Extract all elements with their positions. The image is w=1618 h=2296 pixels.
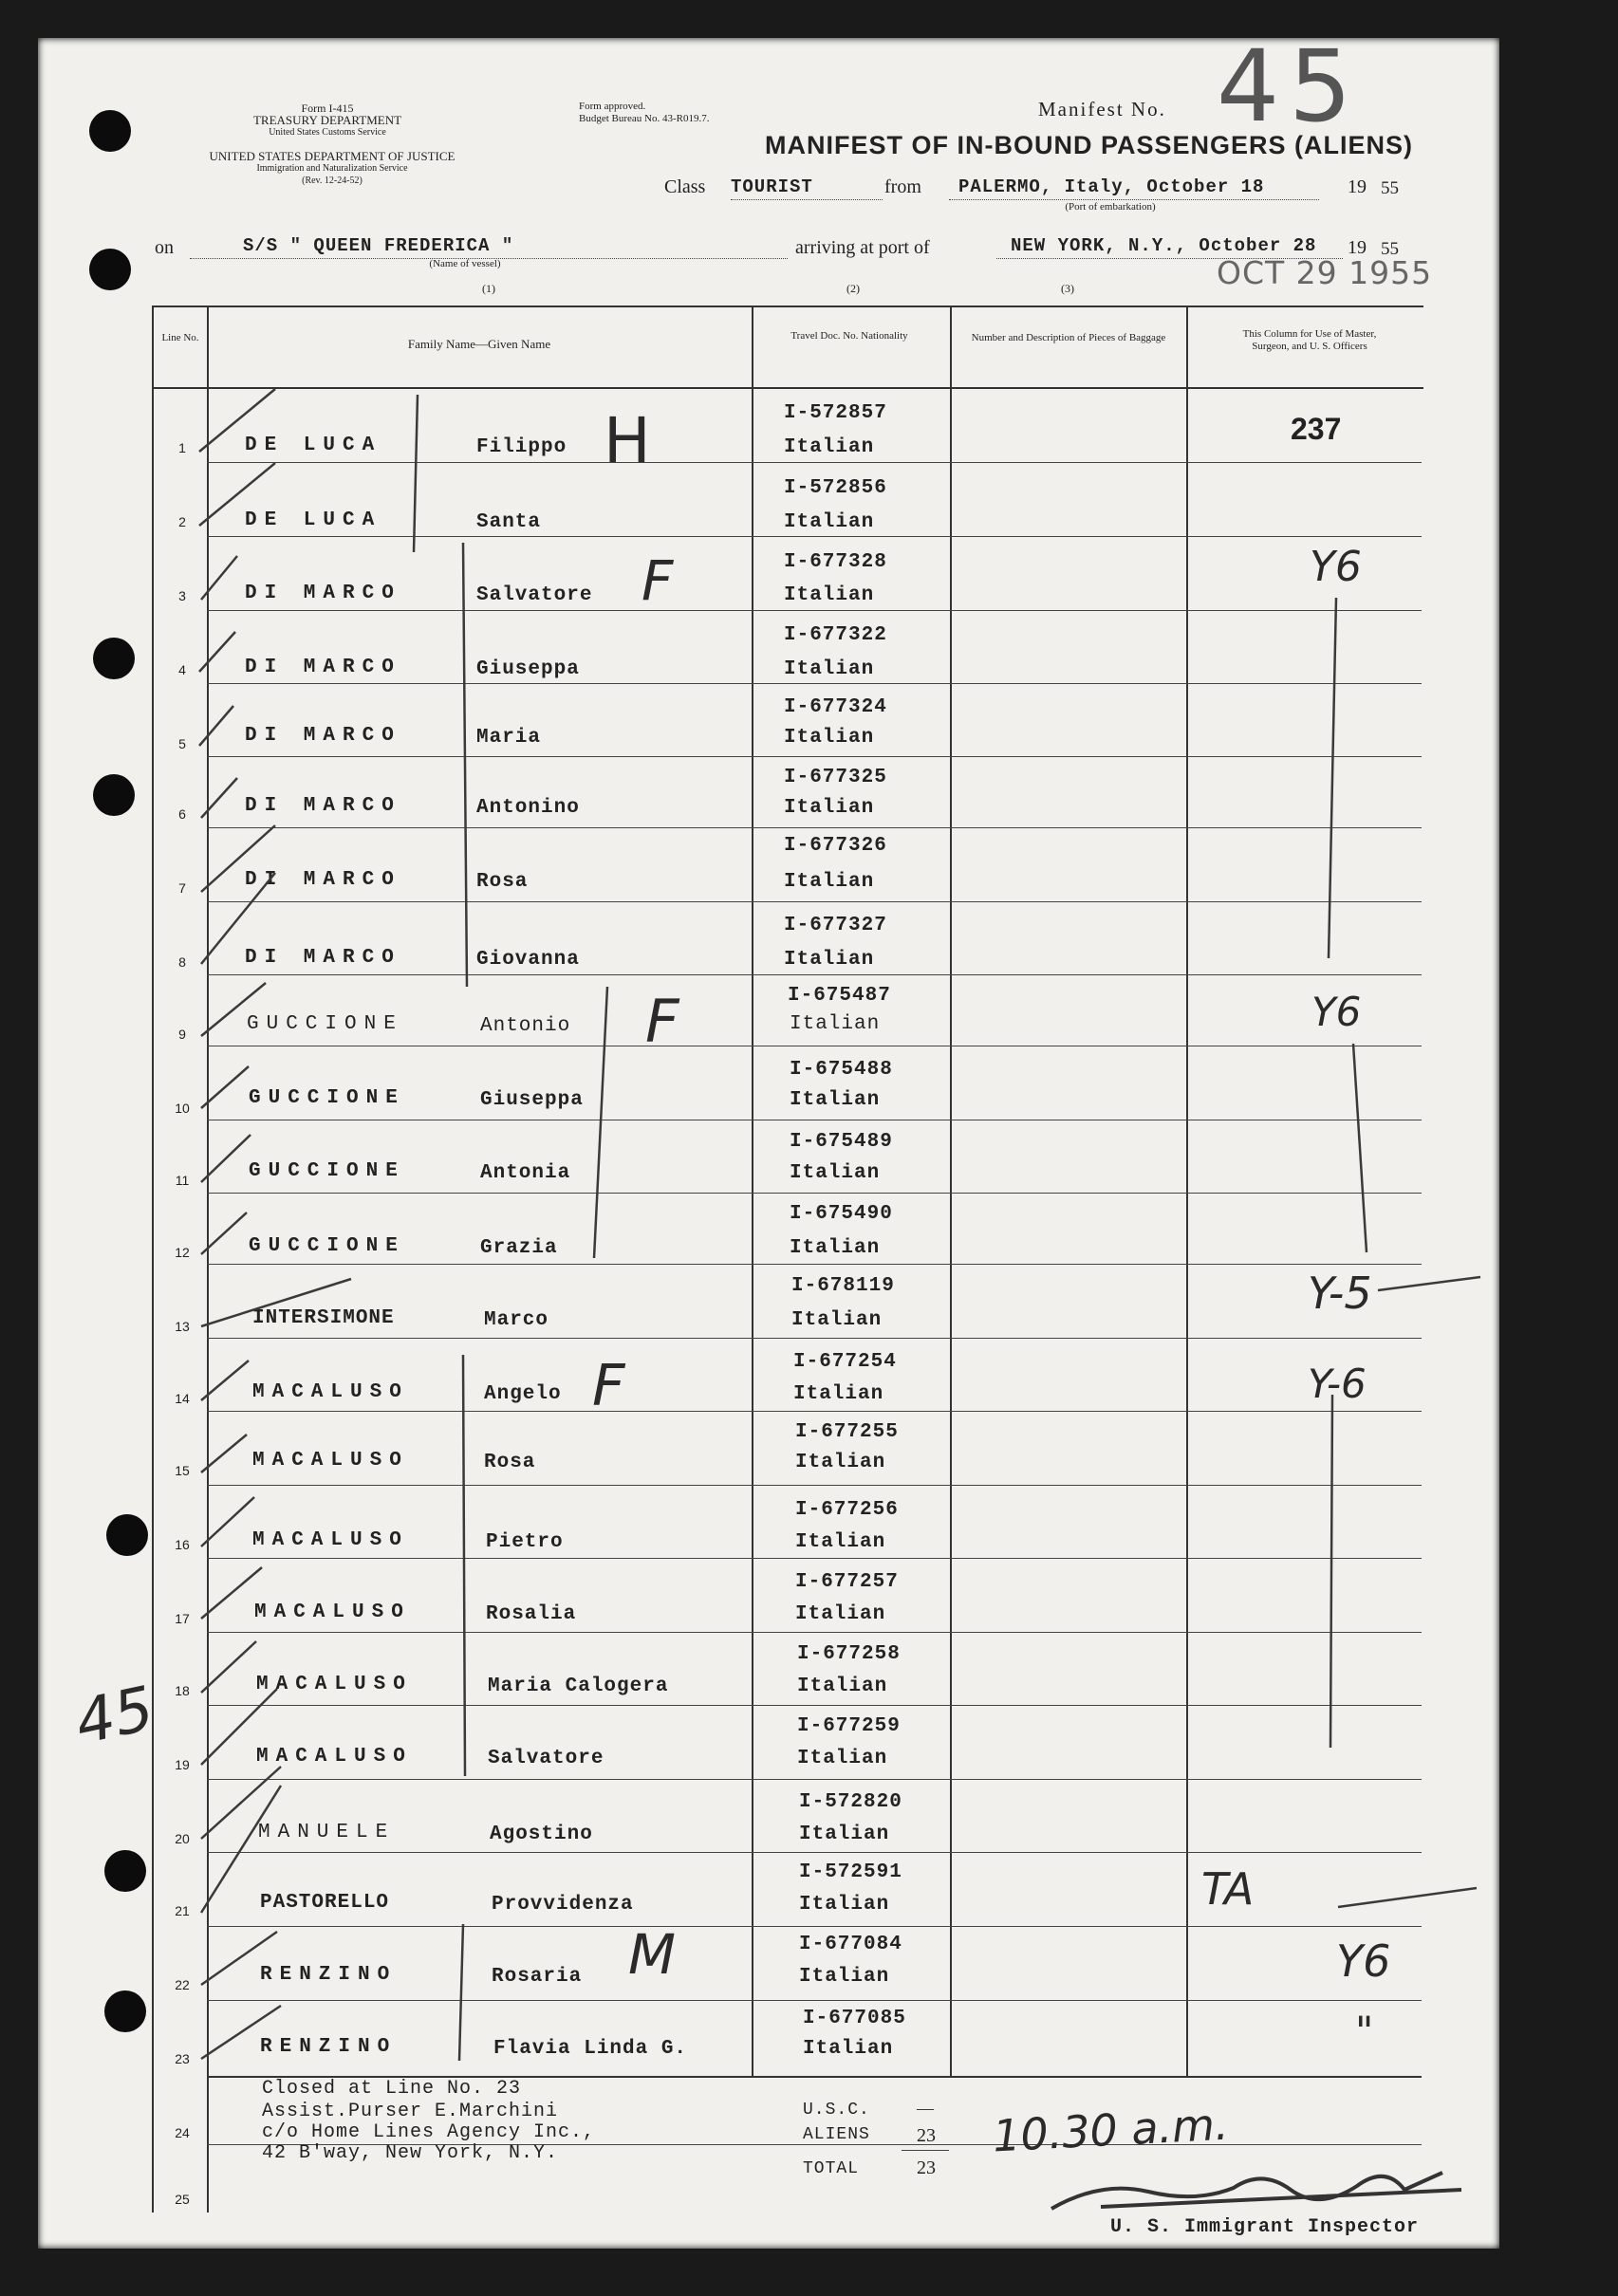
given-name: Rosa xyxy=(476,871,529,893)
officer-note: TA xyxy=(1201,1863,1255,1915)
officer-note: 237 xyxy=(1291,412,1342,446)
row-divider xyxy=(207,1852,1422,1853)
revision: (Rev. 12-24-52) xyxy=(302,176,363,186)
manifest-page xyxy=(38,38,1499,2249)
family-name: RENZINO xyxy=(260,2036,398,2058)
class-label: Class xyxy=(664,176,706,197)
nationality: Italian xyxy=(784,871,875,893)
year-value-2: 55 xyxy=(1381,239,1399,259)
nationality: Italian xyxy=(797,1676,888,1697)
nationality: Italian xyxy=(784,511,875,533)
officer-note: Y6 xyxy=(1311,989,1362,1035)
nationality: Italian xyxy=(784,949,875,971)
year-prefix-2: 19 xyxy=(1348,237,1367,258)
line-number: 22 xyxy=(175,1977,190,1992)
line-number: 23 xyxy=(175,2051,190,2066)
nationality: Italian xyxy=(784,584,875,606)
given-name: Pietro xyxy=(486,1531,564,1553)
line-number: 2 xyxy=(178,514,186,529)
given-name: Angelo xyxy=(484,1383,562,1405)
officer-note: " xyxy=(1355,2008,1374,2054)
travel-doc-no: I-675488 xyxy=(790,1059,893,1081)
travel-doc-no: I-677327 xyxy=(784,915,887,936)
row-divider xyxy=(207,1779,1422,1780)
nationality: Italian xyxy=(790,1237,881,1259)
year-value: 55 xyxy=(1381,178,1399,198)
family-name: DI MARCO xyxy=(245,869,401,891)
family-name: DI MARCO xyxy=(245,725,401,747)
row-divider xyxy=(207,1705,1422,1706)
given-name: Provvidenza xyxy=(492,1894,634,1916)
inspector-signature xyxy=(1044,2161,1480,2218)
vessel-caption: (Name of vessel) xyxy=(429,258,501,269)
nationality: Italian xyxy=(790,1089,881,1111)
family-name: MACALUSO xyxy=(254,1602,411,1623)
travel-doc-no: I-572856 xyxy=(784,477,887,499)
treasury-dept: TREASURY DEPARTMENT xyxy=(252,113,402,127)
nationality: Italian xyxy=(790,1162,881,1184)
punch-hole xyxy=(89,249,131,290)
nationality: Italian xyxy=(795,1531,886,1553)
row-divider xyxy=(207,610,1422,611)
given-name: Salvatore xyxy=(488,1748,604,1769)
given-name: Marco xyxy=(484,1309,549,1331)
family-name: INTERSIMONE xyxy=(252,1307,395,1329)
line-number: 8 xyxy=(178,954,186,970)
line-number: 11 xyxy=(175,1173,190,1188)
given-name: Rosa xyxy=(484,1452,536,1473)
line-number: 12 xyxy=(175,1245,190,1260)
given-name: Maria xyxy=(476,727,542,749)
row-divider xyxy=(207,1558,1422,1559)
travel-doc-no: I-677322 xyxy=(784,624,887,646)
nationality: Italian xyxy=(790,1013,881,1035)
line-number: 19 xyxy=(175,1757,190,1772)
nationality: Italian xyxy=(795,1603,886,1625)
travel-doc-no: I-677255 xyxy=(795,1421,899,1443)
family-name: DE LUCA xyxy=(245,435,382,456)
travel-doc-no: I-677325 xyxy=(784,767,887,788)
ins-service: Immigration and Naturalization Service xyxy=(256,163,408,174)
total-underline xyxy=(902,2150,949,2151)
nationality: Italian xyxy=(799,1894,890,1916)
travel-doc-no: I-677259 xyxy=(797,1715,901,1737)
col-header-line: Line No. xyxy=(161,332,199,343)
manifest-no-label: Manifest No. xyxy=(1038,98,1166,120)
row-divider xyxy=(207,462,1422,463)
line-number: 16 xyxy=(175,1537,190,1552)
received-date-stamp: OCT 29 1955 xyxy=(1217,254,1433,291)
travel-doc-no: I-677085 xyxy=(803,2008,906,2029)
budget-bureau: Budget Bureau No. 43-R019.7. xyxy=(579,113,710,124)
arriving-value: NEW YORK, N.Y., October 28 xyxy=(1011,235,1317,256)
class-dotline xyxy=(731,199,883,200)
nationality: Italian xyxy=(784,727,875,749)
row-divider xyxy=(207,974,1422,975)
family-name: MACALUSO xyxy=(252,1381,409,1403)
travel-doc-no: I-675490 xyxy=(790,1203,893,1225)
given-name: Filippo xyxy=(476,436,567,458)
class-value: TOURIST xyxy=(731,176,813,197)
punch-hole xyxy=(93,638,135,679)
officer-note: Y6 xyxy=(1310,543,1362,591)
nationality: Italian xyxy=(803,2038,894,2060)
officer-note: Y-5 xyxy=(1308,1268,1372,1319)
col-header-baggage: Number and Description of Pieces of Baggage xyxy=(971,332,1166,343)
row-divider xyxy=(207,827,1422,828)
given-name: Antonia xyxy=(480,1162,571,1184)
total-value: 23 xyxy=(917,2157,936,2178)
aliens-label: ALIENS xyxy=(803,2125,870,2144)
family-name: MACALUSO xyxy=(252,1529,409,1551)
given-name: Giovanna xyxy=(476,949,580,971)
usc-label: U.S.C. xyxy=(803,2101,870,2120)
arriving-label: arriving at port of xyxy=(795,237,930,258)
punch-hole xyxy=(93,774,135,816)
family-name: DE LUCA xyxy=(245,509,382,531)
line-number: 15 xyxy=(175,1463,190,1478)
row-divider xyxy=(207,901,1422,902)
travel-doc-no: I-675489 xyxy=(790,1131,893,1153)
given-name: Giuseppa xyxy=(480,1089,584,1111)
manifest-title: MANIFEST OF IN-BOUND PASSENGERS (ALIENS) xyxy=(765,131,1414,159)
given-name: Salvatore xyxy=(476,584,593,606)
aliens-value: 23 xyxy=(917,2125,936,2146)
nationality: Italian xyxy=(793,1383,884,1405)
travel-doc-no: I-572820 xyxy=(799,1791,902,1813)
table-top-border xyxy=(152,306,1423,307)
travel-doc-no: I-677328 xyxy=(784,551,887,573)
from-dotline xyxy=(949,199,1319,200)
table-header-border xyxy=(152,387,1423,389)
travel-doc-no: I-678119 xyxy=(791,1275,895,1297)
address: 42 B'way, New York, N.Y. xyxy=(262,2142,559,2164)
col-header-officers: This Column for Use of Master, Surgeon, and U. S. Officers xyxy=(1242,328,1377,352)
family-name: DI MARCO xyxy=(245,657,401,678)
row-divider xyxy=(207,683,1422,684)
col-marker-2: (2) xyxy=(846,282,860,295)
line-number: 3 xyxy=(178,588,186,603)
given-name: Maria Calogera xyxy=(488,1676,669,1697)
row-divider xyxy=(207,1411,1422,1412)
family-name: GUCCIONE xyxy=(249,1087,405,1109)
travel-doc-no: I-677257 xyxy=(795,1571,899,1593)
table-left-border xyxy=(152,306,154,2213)
handwritten-mark: M xyxy=(628,1922,677,1987)
row-divider xyxy=(207,756,1422,757)
line-number: 7 xyxy=(178,880,186,896)
nationality: Italian xyxy=(799,1966,890,1988)
travel-doc-no: I-572857 xyxy=(784,402,887,424)
line-number: 13 xyxy=(175,1319,190,1334)
from-label: from xyxy=(884,176,921,197)
given-name: Agostino xyxy=(490,1824,593,1845)
family-name: PASTORELLO xyxy=(260,1892,390,1914)
row-divider xyxy=(207,536,1422,537)
closed-line: Closed at Line No. 23 xyxy=(262,2078,522,2100)
manifest-number: 45 xyxy=(1217,28,1362,144)
travel-doc-no: I-677324 xyxy=(784,696,887,718)
officer-note: Y6 xyxy=(1336,1935,1391,1987)
from-value: PALERMO, Italy, October 18 xyxy=(958,176,1265,197)
family-name: DI MARCO xyxy=(245,795,401,817)
row-divider xyxy=(207,2000,1422,2001)
travel-doc-no: I-677254 xyxy=(793,1351,897,1373)
row-divider xyxy=(207,1338,1422,1339)
family-name: MACALUSO xyxy=(256,1746,413,1768)
line-number: 25 xyxy=(175,2192,190,2207)
handwritten-mark: F xyxy=(592,1353,625,1419)
travel-doc-no: I-677256 xyxy=(795,1499,899,1521)
line-number: 1 xyxy=(178,440,186,455)
line-number: 14 xyxy=(175,1391,190,1406)
on-label: on xyxy=(155,237,174,258)
port-embark-caption: (Port of embarkation) xyxy=(1065,201,1156,213)
arrival-time-note: 10.30 a.m. xyxy=(991,2098,1230,2162)
inspector-label: U. S. Immigrant Inspector xyxy=(1110,2216,1420,2238)
officer-note: Y-6 xyxy=(1308,1361,1367,1407)
given-name: Flavia Linda G. xyxy=(493,2038,688,2060)
nationality: Italian xyxy=(799,1824,890,1845)
given-name: Rosaria xyxy=(492,1966,583,1988)
travel-doc-no: I-572591 xyxy=(799,1861,902,1883)
row-divider xyxy=(207,1485,1422,1486)
customs-service: United States Customs Service xyxy=(269,127,386,138)
line-number: 10 xyxy=(175,1101,190,1116)
handwritten-mark: F xyxy=(642,548,674,613)
year-prefix: 19 xyxy=(1348,176,1367,197)
line-number: 5 xyxy=(178,736,186,751)
agency: c/o Home Lines Agency Inc., xyxy=(262,2121,596,2143)
punch-hole xyxy=(89,110,131,152)
line-number: 18 xyxy=(175,1683,190,1698)
col-marker-3: (3) xyxy=(1061,282,1074,295)
given-name: Santa xyxy=(476,511,542,533)
family-name: GUCCIONE xyxy=(249,1235,405,1257)
margin-number: 45 xyxy=(69,1674,160,1759)
form-number: Form I-415 xyxy=(301,102,354,115)
nationality: Italian xyxy=(791,1309,883,1331)
row-divider xyxy=(207,1264,1422,1265)
nationality: Italian xyxy=(784,658,875,680)
line-number: 6 xyxy=(178,806,186,822)
family-name: RENZINO xyxy=(260,1964,398,1986)
nationality: Italian xyxy=(795,1452,886,1473)
total-label: TOTAL xyxy=(803,2159,860,2178)
doc-col-border xyxy=(950,306,952,2076)
name-col-border xyxy=(752,306,753,2076)
family-name: DI MARCO xyxy=(245,947,401,969)
family-name: MANUELE xyxy=(258,1822,396,1843)
nationality: Italian xyxy=(784,797,875,819)
line-number: 9 xyxy=(178,1027,186,1042)
travel-doc-no: I-677326 xyxy=(784,835,887,857)
given-name: Grazia xyxy=(480,1237,558,1259)
baggage-col-border xyxy=(1186,306,1188,2076)
nationality: Italian xyxy=(797,1748,888,1769)
handwritten-mark: H xyxy=(604,404,651,477)
col-marker-1: (1) xyxy=(482,282,495,295)
family-name: GUCCIONE xyxy=(247,1013,403,1035)
row-divider xyxy=(207,1193,1422,1194)
line-number: 24 xyxy=(175,2125,190,2140)
usc-value: — xyxy=(917,2099,934,2118)
travel-doc-no: I-675487 xyxy=(788,985,891,1007)
family-name: MACALUSO xyxy=(256,1674,413,1695)
given-name: Antonio xyxy=(480,1015,571,1037)
punch-hole xyxy=(104,1990,146,2032)
purser: Assist.Purser E.Marchini xyxy=(262,2101,559,2122)
nationality: Italian xyxy=(784,436,875,458)
line-number: 17 xyxy=(175,1611,190,1626)
punch-hole xyxy=(106,1514,148,1556)
given-name: Rosalia xyxy=(486,1603,577,1625)
family-name: DI MARCO xyxy=(245,583,401,604)
punch-hole xyxy=(104,1850,146,1892)
given-name: Giuseppa xyxy=(476,658,580,680)
given-name: Antonino xyxy=(476,797,580,819)
form-approved: Form approved. xyxy=(579,101,646,112)
row-divider xyxy=(207,1926,1422,1927)
handwritten-mark: F xyxy=(645,987,679,1056)
line-number: 20 xyxy=(175,1831,190,1846)
travel-doc-no: I-677258 xyxy=(797,1643,901,1665)
vessel-name: S/S " QUEEN FREDERICA " xyxy=(243,235,514,256)
col-header-name: Family Name—Given Name xyxy=(407,337,551,351)
line-number: 4 xyxy=(178,662,186,677)
family-name: GUCCIONE xyxy=(249,1160,405,1182)
justice-dept: UNITED STATES DEPARTMENT OF JUSTICE xyxy=(209,149,456,163)
col-header-doc: Travel Doc. No. Nationality xyxy=(790,330,908,342)
family-name: MACALUSO xyxy=(252,1450,409,1472)
travel-doc-no: I-677084 xyxy=(799,1934,902,1955)
row-divider xyxy=(207,1632,1422,1633)
line-number: 21 xyxy=(175,1903,190,1918)
